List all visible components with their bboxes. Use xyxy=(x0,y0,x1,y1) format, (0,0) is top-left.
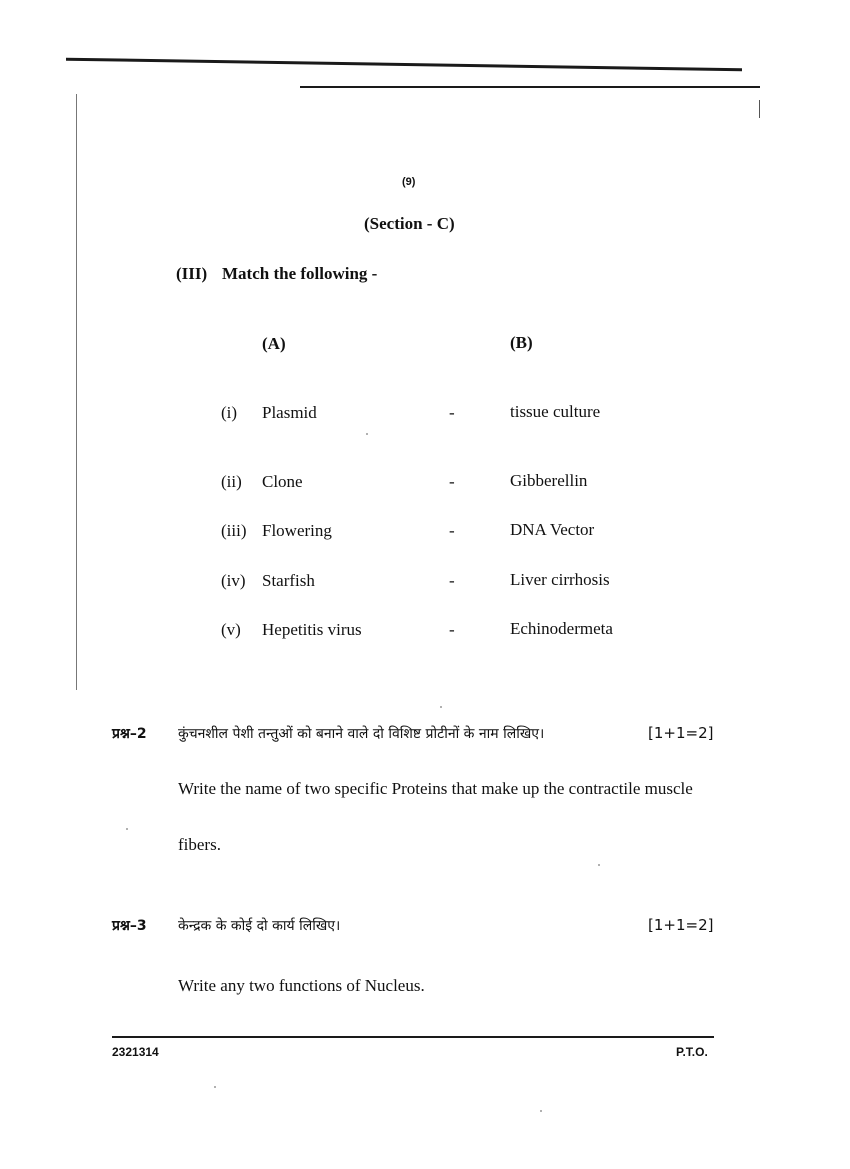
section-heading: (Section - C) xyxy=(364,214,455,233)
question-2-marks: [1+1=2] xyxy=(648,724,714,742)
column-b-item: DNA Vector xyxy=(510,520,595,539)
column-b-heading: (B) xyxy=(510,333,533,352)
question-2-hindi: कुंचनशील पेशी तन्तुओं को बनाने वाले दो विशिष्ट प्रोटीनों के नाम लिखिए। xyxy=(178,726,545,742)
question-2-label: प्रश्न–2 xyxy=(112,726,147,742)
column-a-heading: (A) xyxy=(262,334,286,353)
row-number: (iv) xyxy=(221,571,246,590)
column-a-item: Plasmid xyxy=(262,403,317,422)
match-dash: - xyxy=(449,403,455,422)
pto-label: P.T.O. xyxy=(676,1045,708,1059)
question-3-label: प्रश्न–3 xyxy=(112,918,147,934)
column-b-item: Gibberellin xyxy=(510,471,588,490)
scan-speck xyxy=(126,828,128,830)
scan-speck xyxy=(440,706,442,708)
top-rule xyxy=(66,58,742,72)
column-b-item: Echinodermeta xyxy=(510,619,613,638)
column-a-item: Clone xyxy=(262,472,303,491)
question-2-english-line1: Write the name of two specific Proteins that make up the contractile muscle xyxy=(178,779,693,798)
match-dash: - xyxy=(449,472,455,491)
question-3-hindi: केन्द्रक के कोई दो कार्य लिखिए। xyxy=(178,918,341,934)
scan-speck xyxy=(598,864,600,866)
question-title: Match the following - xyxy=(222,264,378,283)
row-number: (ii) xyxy=(221,472,242,491)
right-margin-tick xyxy=(759,100,760,118)
column-a-item: Starfish xyxy=(262,571,315,590)
scan-speck xyxy=(214,1086,216,1088)
column-a-item: Flowering xyxy=(262,521,332,540)
column-b-item: tissue culture xyxy=(510,402,601,421)
column-b-item: Liver cirrhosis xyxy=(510,570,610,589)
question-number: (III) xyxy=(176,264,208,283)
scan-speck xyxy=(366,433,368,435)
question-2-english-line2: fibers. xyxy=(178,835,221,854)
row-number: (i) xyxy=(221,403,238,422)
question-3-marks: [1+1=2] xyxy=(648,916,714,934)
match-dash: - xyxy=(449,620,455,639)
row-number: (v) xyxy=(221,620,241,639)
footer-rule xyxy=(112,1036,714,1038)
row-number: (iii) xyxy=(221,521,247,540)
left-margin-line xyxy=(76,94,77,690)
match-dash: - xyxy=(449,521,455,540)
top-rule-secondary xyxy=(300,86,760,88)
match-dash: - xyxy=(449,571,455,590)
paper-code: 2321314 xyxy=(112,1045,159,1059)
column-a-item: Hepetitis virus xyxy=(262,620,362,639)
scan-speck xyxy=(540,1110,542,1112)
page-number: (9) xyxy=(402,176,416,188)
question-3-english: Write any two functions of Nucleus. xyxy=(178,976,425,995)
